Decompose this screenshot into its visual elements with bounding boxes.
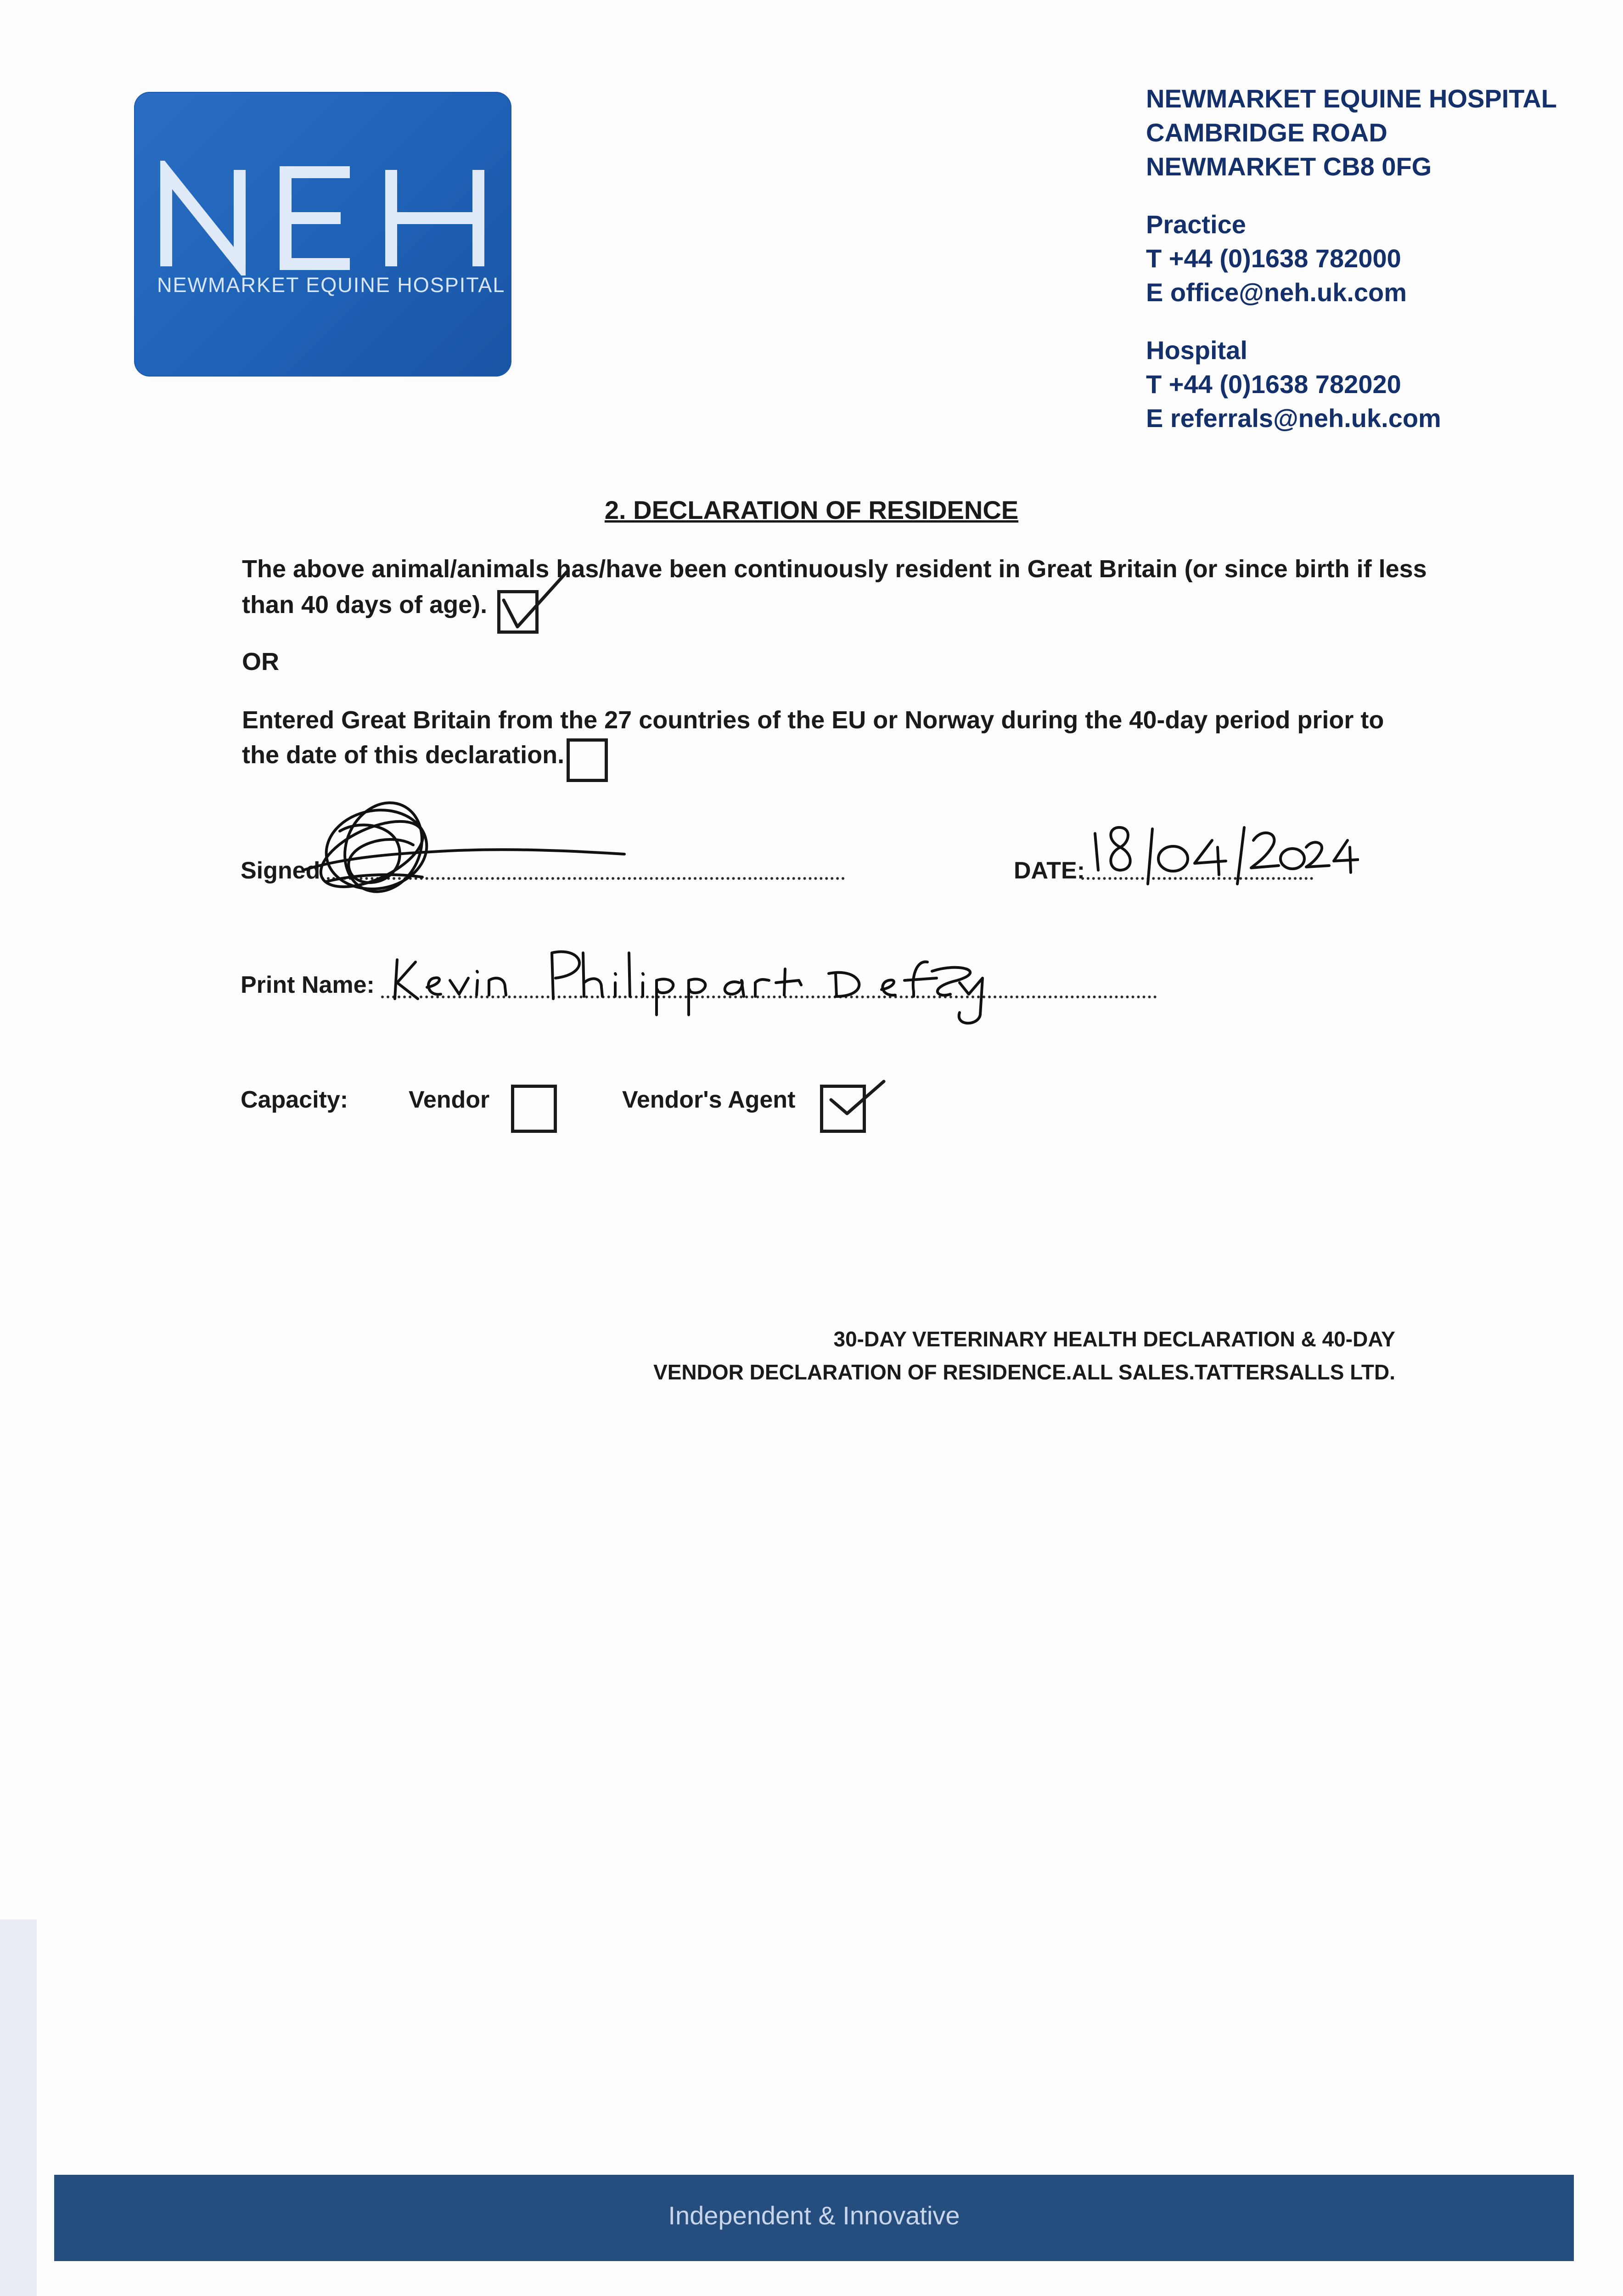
option1-checkmark [494, 567, 576, 641]
vendor-label: Vendor [409, 1086, 490, 1113]
practice-phone: T +44 (0)1638 782000 [1146, 244, 1401, 273]
form-reference-line1: 30-DAY VETERINARY HEALTH DECLARATION & 40-DAY [833, 1327, 1395, 1351]
or-label: OR [242, 648, 279, 675]
practice-email: E office@neh.uk.com [1146, 278, 1407, 307]
hospital-email: E referrals@neh.uk.com [1146, 404, 1441, 433]
section-title: 2. DECLARATION OF RESIDENCE [604, 495, 1019, 524]
hospital-phone: T +44 (0)1638 782020 [1146, 370, 1401, 399]
option1-text-line2: than 40 days of age). [242, 591, 488, 619]
scan-edge-shadow [0, 1919, 37, 2296]
option2-text-line2: the date of this declaration. [242, 741, 565, 769]
vendor-checkbox[interactable] [511, 1085, 557, 1133]
option1-text-line1: The above animal/animals has/have been continuously resident in Great Britain (or since birth if less [242, 555, 1427, 583]
practice-label: Practice [1146, 210, 1246, 239]
print-name-label: Print Name: [241, 972, 375, 998]
footer-band [54, 2175, 1574, 2261]
date-label: DATE: [1014, 857, 1085, 884]
town-postcode: NEWMARKET CB8 0FG [1146, 152, 1432, 181]
signature-scribble [285, 790, 634, 914]
capacity-label: Capacity: [241, 1086, 348, 1113]
handwritten-print-name [390, 934, 1010, 1026]
hospital-label: Hospital [1146, 336, 1247, 365]
vendors-agent-checkmark [815, 1075, 893, 1134]
form-reference-note [653, 1322, 1395, 1389]
neh-logo-mark [152, 161, 493, 276]
vendors-agent-label: Vendor's Agent [622, 1086, 796, 1113]
hospital-name: NEWMARKET EQUINE HOSPITAL [1146, 84, 1557, 113]
logo-subtitle: NEWMARKET EQUINE HOSPITAL [157, 273, 505, 297]
neh-logo [134, 92, 511, 377]
street: CAMBRIDGE ROAD [1146, 118, 1387, 147]
handwritten-date [1088, 822, 1359, 891]
option2-text-line1: Entered Great Britain from the 27 countries of the EU or Norway during the 40-day period prior to [242, 706, 1384, 734]
contact-address-block [1146, 82, 1559, 435]
signed-label: Signed [241, 857, 320, 884]
form-reference-line2: VENDOR DECLARATION OF RESIDENCE.ALL SALES.TATTERSALLS LTD. [653, 1360, 1395, 1384]
option2-checkbox[interactable] [567, 738, 608, 782]
footer-tagline: Independent & Innovative [668, 2201, 960, 2230]
